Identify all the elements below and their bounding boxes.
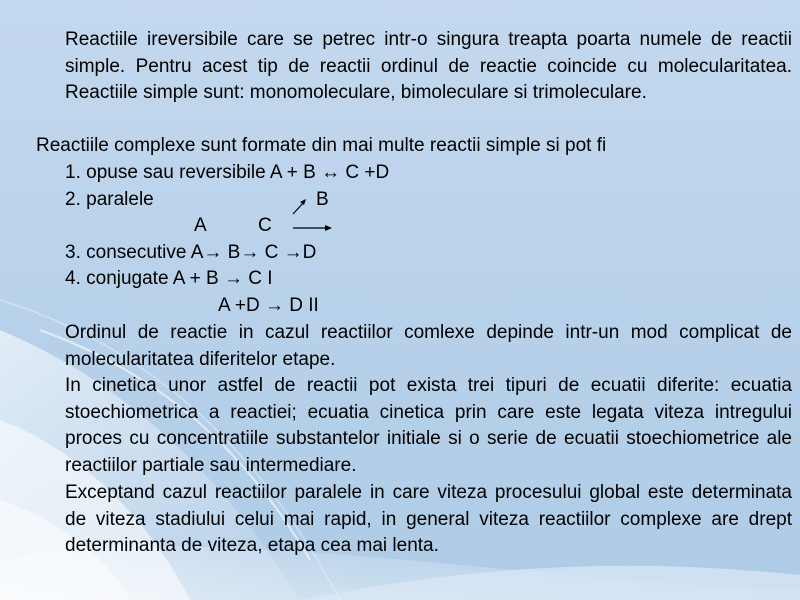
list-item-parallel-label: 2. paralele [65, 189, 154, 210]
parallel-arrows-icon [285, 194, 345, 234]
list-item-consecutive: 3. consecutive A→ B→ C →D [65, 242, 317, 263]
paragraph-complex-reactions: Reactiile complexe sunt formate din mai multe reactii simple si pot fi [36, 135, 607, 156]
paragraph-rate-determining-step: Exceptand cazul reactiilor paralele in care viteza procesului global este determinata de viteza stadiului celui mai rapid, in general viteza reactiilor complexe are drept determinanta de viteza, etapa cea mai lenta. [65, 482, 792, 556]
parallel-reactant-a: A [194, 215, 207, 236]
paragraph-simple-reactions: Reactiile ireversibile care se petrec intr-o singura treapta poarta numele de reactii simple. Pentru acest tip de reactii ordinul de reactie coincide cu molecularitatea. Reactiile simple sunt: monomoleculare, bimoleculare si trimoleculare. [65, 29, 792, 103]
parallel-product-c: C [258, 215, 272, 236]
paragraph-reaction-order: Ordinul de reactie in cazul reactiilor comlexe depinde intr-un mod complicat de molecularitatea diferitelor etape. [65, 322, 792, 370]
list-item-conjugate: 4. conjugate A + B → C I [65, 268, 273, 289]
list-item-reversible: 1. opuse sau reversibile A + B ↔ C +D [65, 162, 390, 183]
list-item-conjugate-second: A +D → D II [218, 295, 319, 316]
paragraph-kinetic-equations: In cinetica unor astfel de reactii pot exista trei tipuri de ecuatii diferite: ecuatia stoechiometrica a reactiei; ecuatia cinetica prin care este legata viteza intregului proces cu concentratiile substantelor initiale si o serie de ecuatii stoechiometrice ale reactiilor partiale sau intermediare. [65, 375, 792, 476]
parallel-product-b: B [316, 189, 329, 210]
